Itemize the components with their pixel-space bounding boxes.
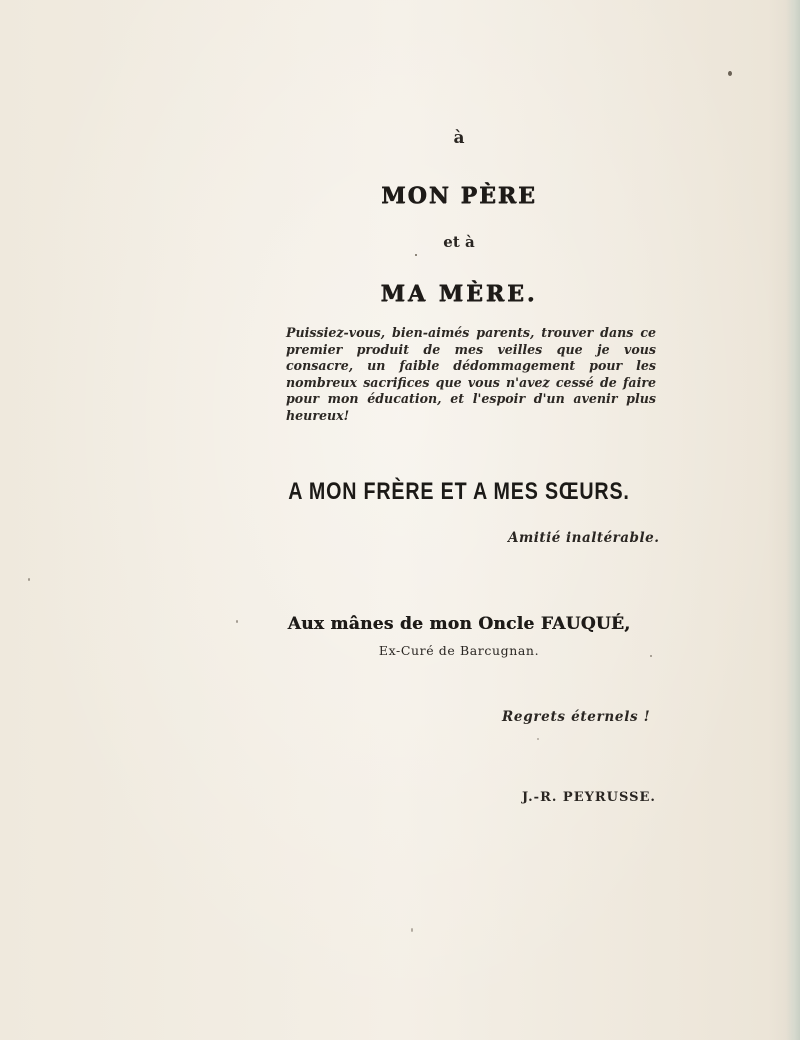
dedication-father: MON PÈRE	[381, 183, 537, 209]
dedication-paragraph: Puissiez-vous, bien-aimés parents, trouver dans ce premier produit de mes veilles que je vous consacre, un faible dédommagement pour les nombreux sacrifices que vous n'avez cessé de faire pour mon éducation, et l'espoir d'un avenir plus heureux!	[286, 325, 656, 423]
ink-speck	[728, 71, 732, 76]
uncle-title: Ex-Curé de Barcugnan.	[378, 643, 540, 658]
dedication-uncle: Aux mânes de mon Oncle FAUQUÉ,	[287, 614, 631, 634]
ink-speck	[411, 928, 413, 932]
dedication-mother: MA MÈRE.	[380, 281, 538, 307]
dedication-siblings: A MON FRÈRE ET A MES SŒURS.	[288, 478, 630, 505]
author-signature: J.-R. PEYRUSSE.	[522, 790, 656, 805]
regrets-motto: Regrets éternels !	[502, 709, 651, 725]
page-edge	[786, 0, 800, 1040]
ink-speck	[537, 738, 539, 740]
ink-speck	[415, 254, 417, 256]
dedication-to: à	[453, 128, 465, 148]
friendship-motto: Amitié inaltérable.	[508, 530, 660, 546]
dedication-and-to: et à	[443, 233, 475, 251]
ink-speck	[28, 578, 30, 581]
